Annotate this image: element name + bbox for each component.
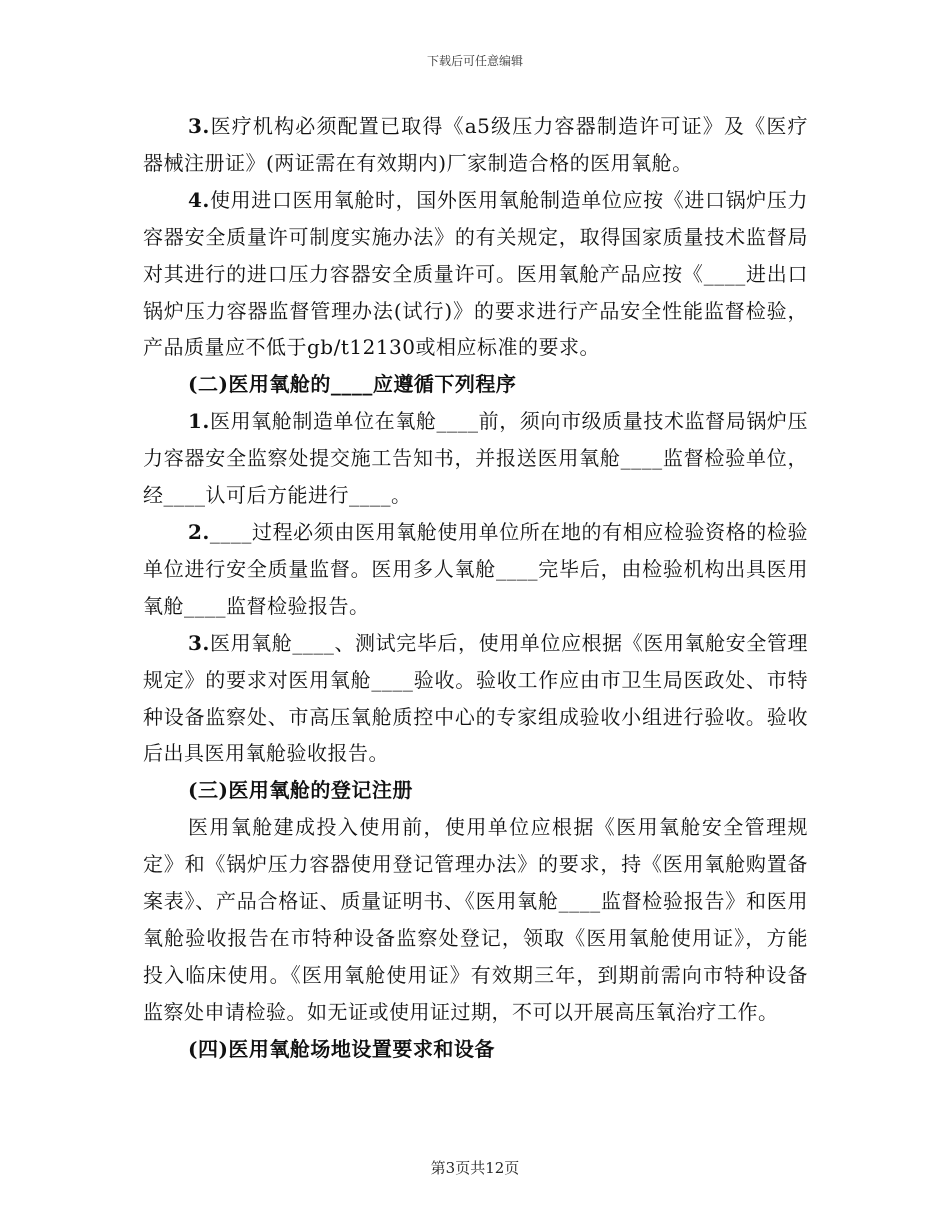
paragraph-text: 医疗机构必须配置已取得《a5级压力容器制造许可证》及《医疗器械注册证》(两证需在有效期内)厂家制造合格的医用氧舱。: [143, 114, 808, 175]
section-heading-3: (三)医用氧舱的登记注册: [188, 778, 413, 803]
item-number: 1.: [188, 409, 210, 434]
paragraph-text: 医用氧舱____、测试完毕后，使用单位应根据《医用氧舱安全管理规定》的要求对医用氧舱____验收。验收工作应由市卫生局医政处、市特种设备监察处、市高压氧舱质控中心的专家组成验收小组进行验收。验收后出具医用氧舱验收报告。: [143, 630, 808, 766]
page-footer: 第3页共12页: [430, 1159, 520, 1177]
paragraph-item-2: [143, 514, 808, 625]
page-header: 下载后可任意编辑: [426, 54, 523, 68]
section-heading-4: (四)医用氧舱场地设置要求和设备: [188, 1036, 495, 1061]
paragraph-item-4: [143, 182, 808, 367]
item-number: 3.: [188, 114, 210, 138]
item-number: 3.: [188, 630, 210, 655]
paragraph-text: 医用氧舱制造单位在氧舱____前，须向市级质量技术监督局锅炉压力容器安全监察处提交施工告知书，并报送医用氧舱____监督检验单位，经____认可后方能进行____。: [143, 409, 808, 508]
section-heading-2: (二)医用氧舱的____应遵循下列程序: [188, 372, 517, 397]
item-number: 4.: [188, 187, 210, 212]
item-number: 2.: [188, 519, 210, 544]
paragraph-item-1: [143, 403, 808, 514]
paragraph-text: 使用进口医用氧舱时，国外医用氧舱制造单位应按《进口锅炉压力容器安全质量许可制度实施办法》的有关规定，取得国家质量技术监督局对其进行的进口压力容器安全质量许可。医用氧舱产品应按《____进出口锅炉压力容器监督管理办法(试行)》的要求进行产品安全性能监督检验，产品质量应不低于gb/t12130或相应标准的要求。: [143, 187, 808, 360]
paragraph-item-3: [143, 108, 808, 182]
paragraph-text: ____过程必须由医用氧舱使用单位所在地的有相应检验资格的检验单位进行安全质量监督。医用多人氧舱____完毕后，由检验机构出具医用氧舱____监督检验报告。: [143, 519, 808, 618]
paragraph-registration: 医用氧舱建成投入使用前，使用单位应根据《医用氧舱安全管理规定》和《锅炉压力容器使用登记管理办法》的要求，持《医用氧舱购置备案表》、产品合格证、质量证明书、《医用氧舱____监督检验报告》和医用氧舱验收报告在市特种设备监察处登记，领取《医用氧舱使用证》，方能投入临床使用。《医用氧舱使用证》有效期三年，到期前需向市特种设备监察处申请检验。如无证或使用证过期，不可以开展高压氧治疗工作。: [143, 815, 808, 1024]
paragraph-item-3b: [143, 625, 808, 773]
document-body: [143, 108, 808, 1068]
